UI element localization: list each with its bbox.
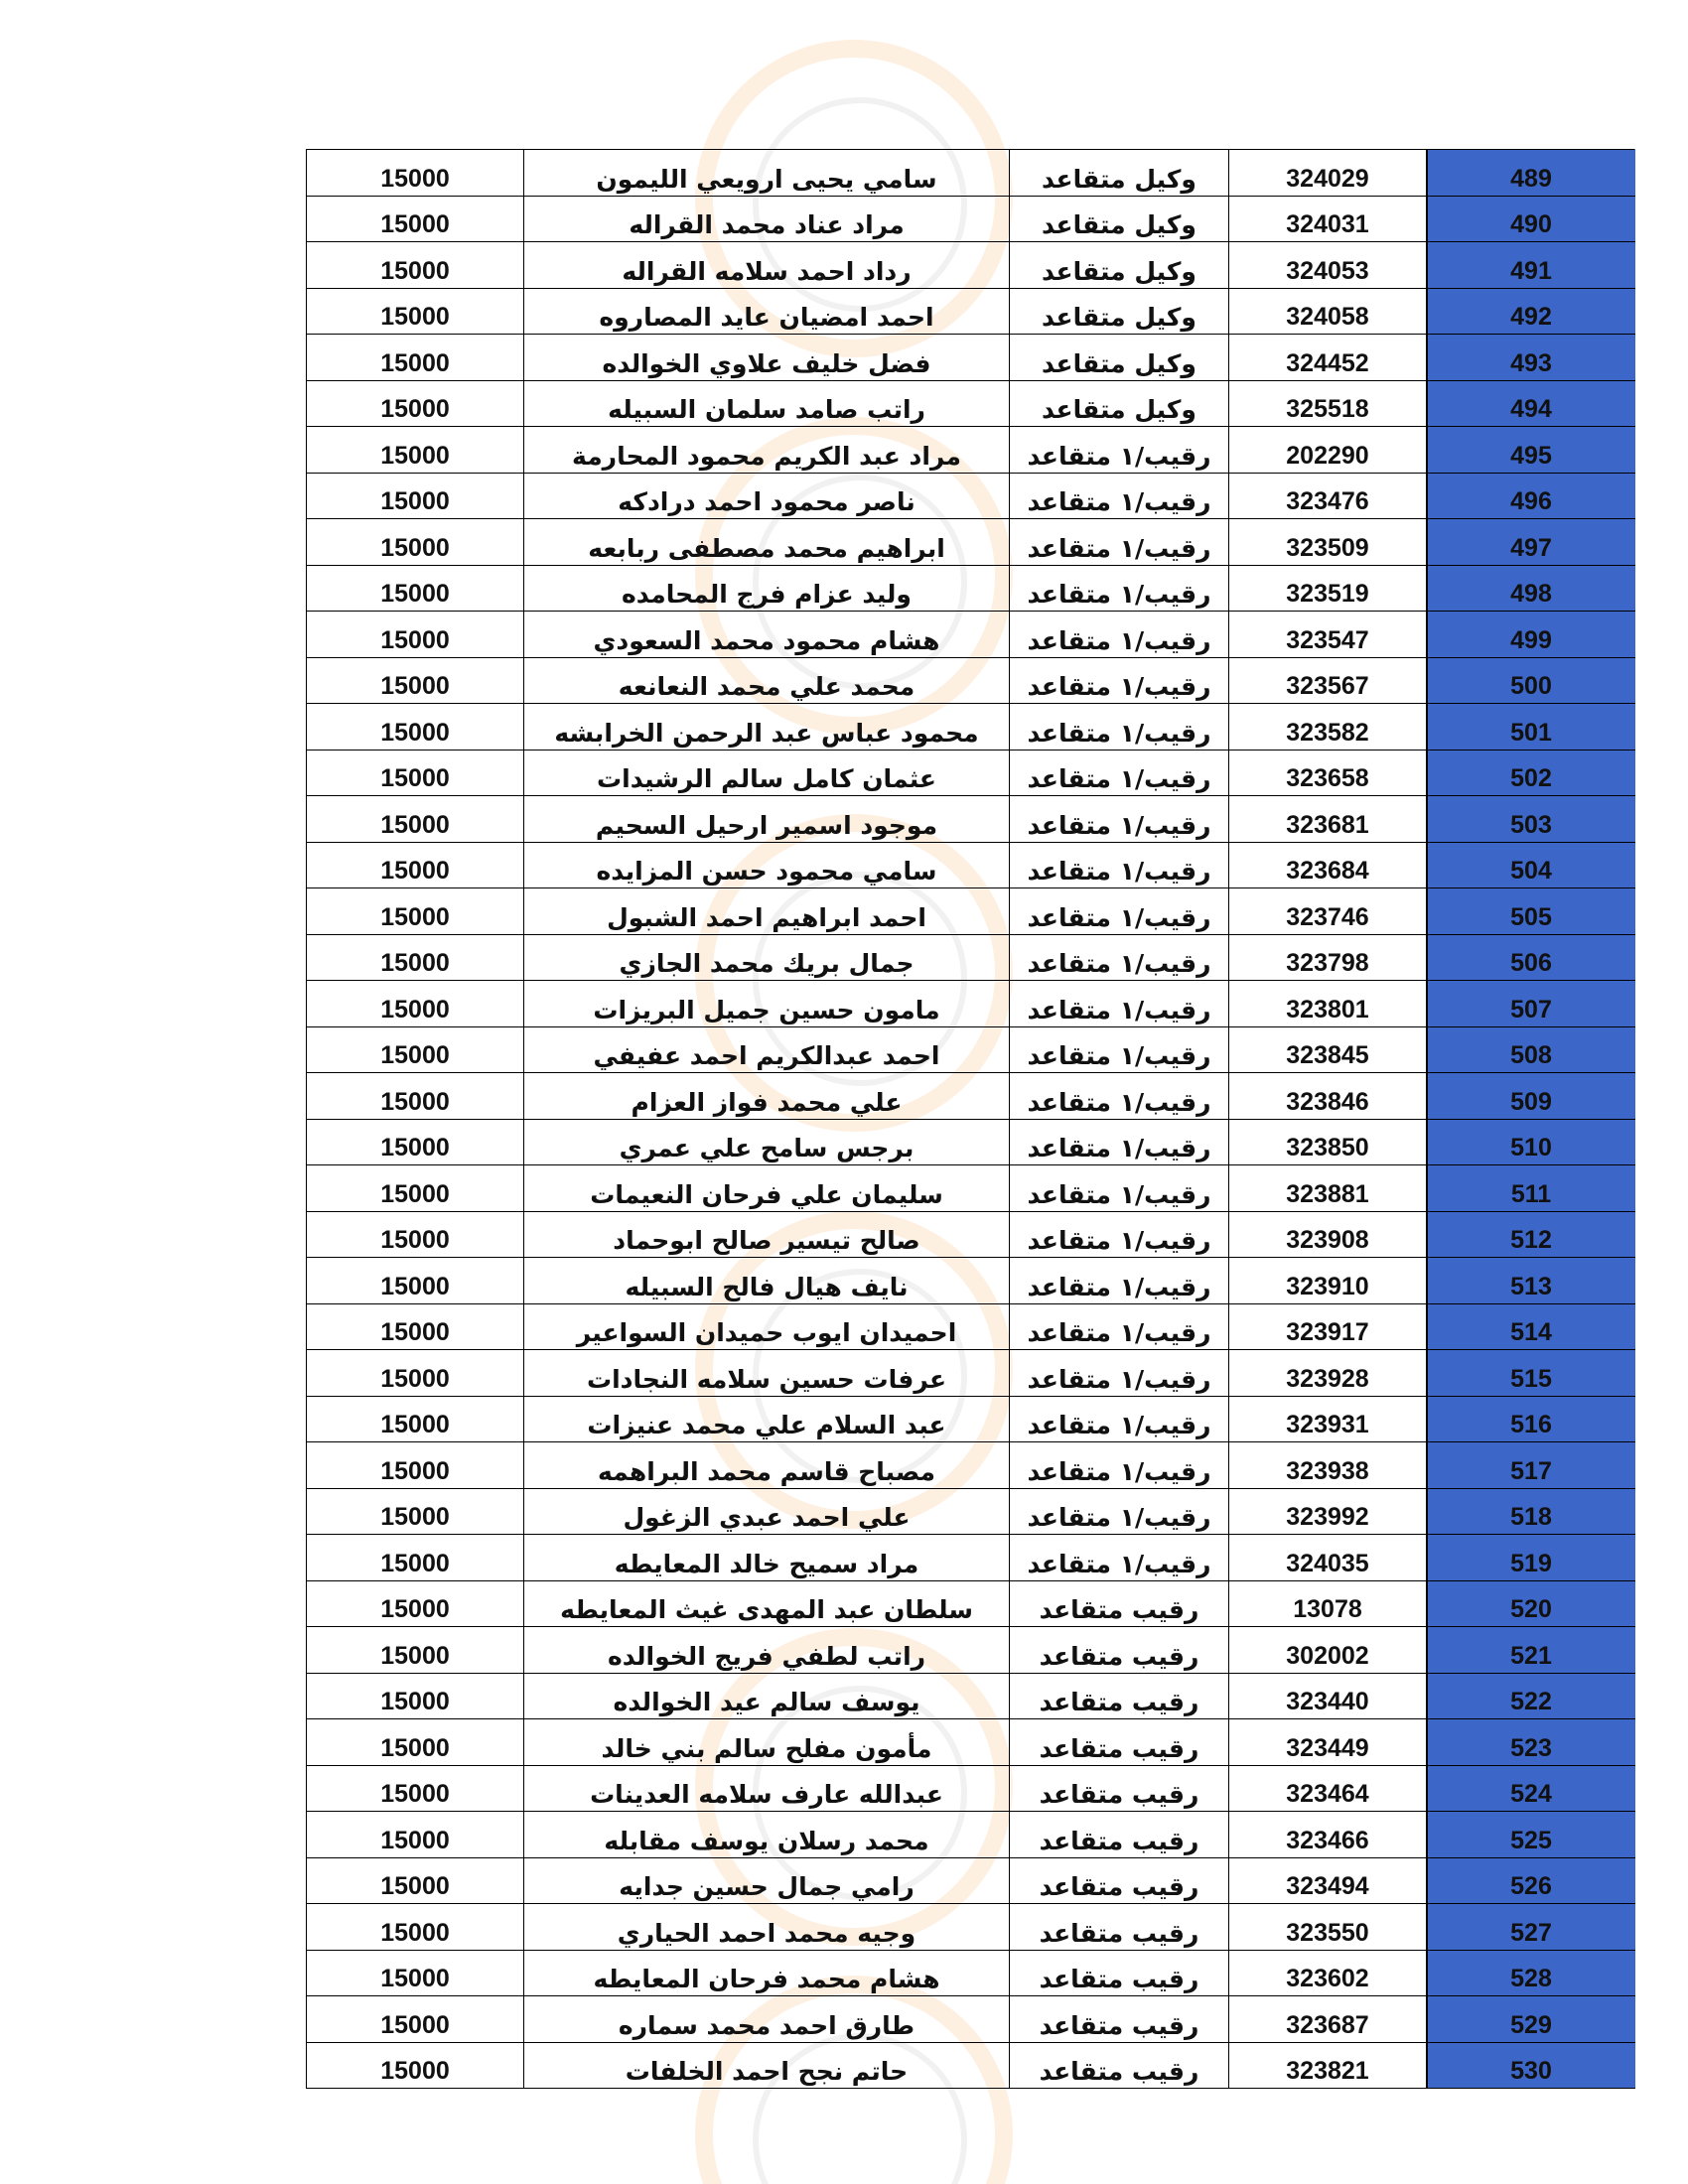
sequence-cell: 512: [1427, 1211, 1635, 1258]
table-row: [307, 981, 1635, 1027]
sequence-cell: 516: [1427, 1396, 1635, 1442]
table-row: [307, 796, 1635, 843]
military-number-cell: 323582: [1229, 704, 1428, 751]
military-number-cell: 324058: [1229, 288, 1428, 335]
amount-cell: 15000: [307, 1073, 524, 1120]
rank-cell: رقيب متقاعد: [1010, 1719, 1229, 1766]
sequence-cell: 491: [1427, 242, 1635, 289]
table-row: [307, 934, 1635, 981]
rank-cell: وكيل متقاعد: [1010, 380, 1229, 427]
table-row: [307, 1488, 1635, 1535]
table-body: [307, 150, 1635, 2089]
name-cell: سامي محمود حسن المزايده: [524, 842, 1010, 888]
table-row: [307, 565, 1635, 612]
amount-cell: 15000: [307, 1627, 524, 1674]
table-row: [307, 473, 1635, 519]
table-row: [307, 704, 1635, 751]
amount-cell: 15000: [307, 657, 524, 704]
rank-cell: وكيل متقاعد: [1010, 335, 1229, 381]
table-row: [307, 1765, 1635, 1812]
sequence-cell: 510: [1427, 1119, 1635, 1165]
sequence-cell: 506: [1427, 934, 1635, 981]
name-cell: ابراهيم محمد مصطفى ربابعه: [524, 519, 1010, 566]
rank-cell: رقيب/١ متقاعد: [1010, 888, 1229, 935]
table-row: [307, 1535, 1635, 1581]
name-cell: وليد عزام فرج المحامده: [524, 565, 1010, 612]
amount-cell: 15000: [307, 796, 524, 843]
sequence-cell: 496: [1427, 473, 1635, 519]
military-number-cell: 323846: [1229, 1073, 1428, 1120]
table-row: [307, 150, 1635, 197]
military-number-cell: 323464: [1229, 1765, 1428, 1812]
sequence-cell: 497: [1427, 519, 1635, 566]
name-cell: احمد ابراهيم احمد الشبول: [524, 888, 1010, 935]
name-cell: سامي يحيى ارويعي الليمون: [524, 150, 1010, 197]
military-number-cell: 323681: [1229, 796, 1428, 843]
table-row: [307, 242, 1635, 289]
rank-cell: رقيب/١ متقاعد: [1010, 1488, 1229, 1535]
sequence-cell: 518: [1427, 1488, 1635, 1535]
rank-cell: رقيب متقاعد: [1010, 1580, 1229, 1627]
table-row: [307, 657, 1635, 704]
rank-cell: رقيب متقاعد: [1010, 1812, 1229, 1858]
rank-cell: رقيب/١ متقاعد: [1010, 1350, 1229, 1397]
amount-cell: 15000: [307, 1857, 524, 1904]
military-number-cell: 323550: [1229, 1904, 1428, 1951]
name-cell: مراد عبد الكريم محمود المحارمة: [524, 427, 1010, 474]
amount-cell: 15000: [307, 1258, 524, 1304]
rank-cell: رقيب/١ متقاعد: [1010, 1073, 1229, 1120]
amount-cell: 15000: [307, 1996, 524, 2043]
name-cell: عرفات حسين سلامه النجادات: [524, 1350, 1010, 1397]
military-number-cell: 323509: [1229, 519, 1428, 566]
table-row: [307, 1165, 1635, 1212]
amount-cell: 15000: [307, 750, 524, 796]
table-row: [307, 1904, 1635, 1951]
military-number-cell: 323931: [1229, 1396, 1428, 1442]
sequence-cell: 490: [1427, 196, 1635, 242]
table-row: [307, 1580, 1635, 1627]
sequence-cell: 528: [1427, 1950, 1635, 1996]
sequence-cell: 505: [1427, 888, 1635, 935]
sequence-cell: 504: [1427, 842, 1635, 888]
rank-cell: رقيب/١ متقاعد: [1010, 704, 1229, 751]
amount-cell: 15000: [307, 981, 524, 1027]
sequence-cell: 517: [1427, 1442, 1635, 1489]
amount-cell: 15000: [307, 934, 524, 981]
name-cell: احمد عبدالكريم احمد عفيفي: [524, 1026, 1010, 1073]
rank-cell: رقيب/١ متقاعد: [1010, 1442, 1229, 1489]
sequence-cell: 514: [1427, 1303, 1635, 1350]
table-row: [307, 1258, 1635, 1304]
military-number-cell: 323850: [1229, 1119, 1428, 1165]
sequence-cell: 515: [1427, 1350, 1635, 1397]
name-cell: محمد علي محمد النعانعه: [524, 657, 1010, 704]
name-cell: سليمان علي فرحان النعيمات: [524, 1165, 1010, 1212]
rank-cell: رقيب/١ متقاعد: [1010, 1026, 1229, 1073]
military-number-cell: 323519: [1229, 565, 1428, 612]
amount-cell: 15000: [307, 288, 524, 335]
military-number-cell: 323881: [1229, 1165, 1428, 1212]
amount-cell: 15000: [307, 427, 524, 474]
rank-cell: رقيب/١ متقاعد: [1010, 1535, 1229, 1581]
military-number-cell: 323801: [1229, 981, 1428, 1027]
sequence-cell: 520: [1427, 1580, 1635, 1627]
rank-cell: وكيل متقاعد: [1010, 288, 1229, 335]
sequence-cell: 503: [1427, 796, 1635, 843]
amount-cell: 15000: [307, 1211, 524, 1258]
table-row: [307, 1673, 1635, 1719]
military-number-cell: 323476: [1229, 473, 1428, 519]
rank-cell: وكيل متقاعد: [1010, 196, 1229, 242]
table-row: [307, 1627, 1635, 1674]
sequence-cell: 527: [1427, 1904, 1635, 1951]
sequence-cell: 525: [1427, 1812, 1635, 1858]
sequence-cell: 513: [1427, 1258, 1635, 1304]
rank-cell: رقيب/١ متقاعد: [1010, 1303, 1229, 1350]
name-cell: مأمون مفلح سالم بني خالد: [524, 1719, 1010, 1766]
table-row: [307, 1812, 1635, 1858]
amount-cell: 15000: [307, 1719, 524, 1766]
name-cell: علي احمد عبدي الزغول: [524, 1488, 1010, 1535]
name-cell: عثمان كامل سالم الرشيدات: [524, 750, 1010, 796]
name-cell: راتب صامد سلمان السبيله: [524, 380, 1010, 427]
amount-cell: 15000: [307, 1488, 524, 1535]
military-number-cell: 324452: [1229, 335, 1428, 381]
rank-cell: رقيب/١ متقاعد: [1010, 1165, 1229, 1212]
rank-cell: وكيل متقاعد: [1010, 150, 1229, 197]
name-cell: راتب لطفي فريج الخوالده: [524, 1627, 1010, 1674]
rank-cell: رقيب متقاعد: [1010, 2042, 1229, 2089]
sequence-cell: 511: [1427, 1165, 1635, 1212]
rank-cell: رقيب/١ متقاعد: [1010, 519, 1229, 566]
military-number-cell: 323917: [1229, 1303, 1428, 1350]
name-cell: يوسف سالم عيد الخوالده: [524, 1673, 1010, 1719]
name-cell: هشام محمد فرحان المعايطه: [524, 1950, 1010, 1996]
name-cell: جمال بريك محمد الجازي: [524, 934, 1010, 981]
table-row: [307, 1211, 1635, 1258]
military-number-cell: 323746: [1229, 888, 1428, 935]
table-row: [307, 888, 1635, 935]
military-number-cell: 323910: [1229, 1258, 1428, 1304]
military-number-cell: 13078: [1229, 1580, 1428, 1627]
sequence-cell: 529: [1427, 1996, 1635, 2043]
name-cell: احمد امضيان عايد المصاروه: [524, 288, 1010, 335]
name-cell: مراد سميح خالد المعايطه: [524, 1535, 1010, 1581]
sequence-cell: 494: [1427, 380, 1635, 427]
rank-cell: رقيب/١ متقاعد: [1010, 612, 1229, 658]
name-cell: هشام محمود محمد السعودي: [524, 612, 1010, 658]
table-row: [307, 335, 1635, 381]
table-row: [307, 750, 1635, 796]
name-cell: نايف هيال فالح السبيله: [524, 1258, 1010, 1304]
name-cell: رامي جمال حسين جدايه: [524, 1857, 1010, 1904]
sequence-cell: 499: [1427, 612, 1635, 658]
military-number-cell: 323658: [1229, 750, 1428, 796]
military-number-cell: 324031: [1229, 196, 1428, 242]
table-row: [307, 196, 1635, 242]
military-number-cell: 323684: [1229, 842, 1428, 888]
amount-cell: 15000: [307, 519, 524, 566]
name-cell: عبدالله عارف سلامه العدينات: [524, 1765, 1010, 1812]
amount-cell: 15000: [307, 380, 524, 427]
name-cell: برجس سامح علي عمري: [524, 1119, 1010, 1165]
table-row: [307, 1073, 1635, 1120]
military-number-cell: 323687: [1229, 1996, 1428, 2043]
military-number-cell: 323440: [1229, 1673, 1428, 1719]
sequence-cell: 489: [1427, 150, 1635, 197]
name-cell: مصباح قاسم محمد البراهمه: [524, 1442, 1010, 1489]
amount-cell: 15000: [307, 1765, 524, 1812]
rank-cell: رقيب متقاعد: [1010, 1857, 1229, 1904]
sequence-cell: 502: [1427, 750, 1635, 796]
amount-cell: 15000: [307, 1026, 524, 1073]
table-row: [307, 519, 1635, 566]
table-row: [307, 1026, 1635, 1073]
rank-cell: رقيب متقاعد: [1010, 1673, 1229, 1719]
amount-cell: 15000: [307, 242, 524, 289]
military-number-cell: 323938: [1229, 1442, 1428, 1489]
amount-cell: 15000: [307, 565, 524, 612]
amount-cell: 15000: [307, 1950, 524, 1996]
military-number-cell: 302002: [1229, 1627, 1428, 1674]
rank-cell: رقيب/١ متقاعد: [1010, 842, 1229, 888]
rank-cell: رقيب/١ متقاعد: [1010, 981, 1229, 1027]
rank-cell: رقيب/١ متقاعد: [1010, 657, 1229, 704]
name-cell: محمد رسلان يوسف مقابله: [524, 1812, 1010, 1858]
sequence-cell: 508: [1427, 1026, 1635, 1073]
rank-cell: رقيب/١ متقاعد: [1010, 427, 1229, 474]
amount-cell: 15000: [307, 1673, 524, 1719]
amount-cell: 15000: [307, 842, 524, 888]
name-cell: عبد السلام علي محمد عنيزات: [524, 1396, 1010, 1442]
amount-cell: 15000: [307, 1812, 524, 1858]
amount-cell: 15000: [307, 1535, 524, 1581]
rank-cell: رقيب متقاعد: [1010, 1950, 1229, 1996]
amount-cell: 15000: [307, 1350, 524, 1397]
table-row: [307, 288, 1635, 335]
name-cell: طارق احمد محمد سماره: [524, 1996, 1010, 2043]
rank-cell: رقيب/١ متقاعد: [1010, 750, 1229, 796]
table-row: [307, 1857, 1635, 1904]
military-number-cell: 323567: [1229, 657, 1428, 704]
rank-cell: رقيب متقاعد: [1010, 1904, 1229, 1951]
name-cell: موجود اسمير ارحيل السحيم: [524, 796, 1010, 843]
amount-cell: 15000: [307, 150, 524, 197]
military-number-cell: 323798: [1229, 934, 1428, 981]
rank-cell: رقيب/١ متقاعد: [1010, 1258, 1229, 1304]
name-cell: فضل خليف علاوي الخوالده: [524, 335, 1010, 381]
sequence-cell: 509: [1427, 1073, 1635, 1120]
sequence-cell: 522: [1427, 1673, 1635, 1719]
table-row: [307, 2042, 1635, 2089]
table-row: [307, 1350, 1635, 1397]
amount-cell: 15000: [307, 196, 524, 242]
rank-cell: رقيب/١ متقاعد: [1010, 565, 1229, 612]
table-row: [307, 842, 1635, 888]
military-number-cell: 323494: [1229, 1857, 1428, 1904]
sequence-cell: 521: [1427, 1627, 1635, 1674]
amount-cell: 15000: [307, 1904, 524, 1951]
name-cell: صالح تيسير صالح ابوحماد: [524, 1211, 1010, 1258]
table-row: [307, 612, 1635, 658]
military-number-cell: 323845: [1229, 1026, 1428, 1073]
table-row: [307, 1396, 1635, 1442]
amount-cell: 15000: [307, 335, 524, 381]
amount-cell: 15000: [307, 612, 524, 658]
amount-cell: 15000: [307, 1396, 524, 1442]
name-cell: حاتم نجح احمد الخلفات: [524, 2042, 1010, 2089]
military-number-cell: 324035: [1229, 1535, 1428, 1581]
military-number-cell: 324029: [1229, 150, 1428, 197]
military-number-cell: 323449: [1229, 1719, 1428, 1766]
table-row: [307, 1950, 1635, 1996]
name-cell: سلطان عبد المهدى غيث المعايطه: [524, 1580, 1010, 1627]
amount-cell: 15000: [307, 888, 524, 935]
name-cell: علي محمد فواز العزام: [524, 1073, 1010, 1120]
military-number-cell: 323928: [1229, 1350, 1428, 1397]
sequence-cell: 526: [1427, 1857, 1635, 1904]
name-cell: وجيه محمد احمد الحياري: [524, 1904, 1010, 1951]
military-number-cell: 323821: [1229, 2042, 1428, 2089]
sequence-cell: 507: [1427, 981, 1635, 1027]
sequence-cell: 523: [1427, 1719, 1635, 1766]
amount-cell: 15000: [307, 1303, 524, 1350]
military-number-cell: 323908: [1229, 1211, 1428, 1258]
sequence-cell: 495: [1427, 427, 1635, 474]
sequence-cell: 498: [1427, 565, 1635, 612]
military-number-cell: 323466: [1229, 1812, 1428, 1858]
amount-cell: 15000: [307, 473, 524, 519]
name-cell: احميدان ايوب حميدان السواعير: [524, 1303, 1010, 1350]
table-row: [307, 1719, 1635, 1766]
rank-cell: رقيب/١ متقاعد: [1010, 796, 1229, 843]
military-number-cell: 323547: [1229, 612, 1428, 658]
rank-cell: وكيل متقاعد: [1010, 242, 1229, 289]
military-number-cell: 323602: [1229, 1950, 1428, 1996]
name-cell: مراد عناد محمد القراله: [524, 196, 1010, 242]
military-number-cell: 202290: [1229, 427, 1428, 474]
name-cell: رداد احمد سلامه القراله: [524, 242, 1010, 289]
rank-cell: رقيب/١ متقاعد: [1010, 1211, 1229, 1258]
sequence-cell: 519: [1427, 1535, 1635, 1581]
rank-cell: رقيب متقاعد: [1010, 1996, 1229, 2043]
rank-cell: رقيب متقاعد: [1010, 1627, 1229, 1674]
table-row: [307, 1996, 1635, 2043]
amount-cell: 15000: [307, 704, 524, 751]
rank-cell: رقيب/١ متقاعد: [1010, 473, 1229, 519]
military-number-cell: 324053: [1229, 242, 1428, 289]
sequence-cell: 493: [1427, 335, 1635, 381]
rank-cell: رقيب/١ متقاعد: [1010, 934, 1229, 981]
sequence-cell: 530: [1427, 2042, 1635, 2089]
rank-cell: رقيب متقاعد: [1010, 1765, 1229, 1812]
table-row: [307, 427, 1635, 474]
table-row: [307, 1442, 1635, 1489]
name-cell: مامون حسين جميل البريزات: [524, 981, 1010, 1027]
sequence-cell: 500: [1427, 657, 1635, 704]
amount-cell: 15000: [307, 1165, 524, 1212]
rank-cell: رقيب/١ متقاعد: [1010, 1396, 1229, 1442]
amount-cell: 15000: [307, 1442, 524, 1489]
name-cell: محمود عباس عبد الرحمن الخرابشه: [524, 704, 1010, 751]
table-row: [307, 1303, 1635, 1350]
military-number-cell: 325518: [1229, 380, 1428, 427]
name-cell: ناصر محمود احمد درادكه: [524, 473, 1010, 519]
rank-cell: رقيب/١ متقاعد: [1010, 1119, 1229, 1165]
amount-cell: 15000: [307, 1580, 524, 1627]
military-number-cell: 323992: [1229, 1488, 1428, 1535]
table-row: [307, 1119, 1635, 1165]
retirees-table: [306, 149, 1635, 2089]
table-row: [307, 380, 1635, 427]
sequence-cell: 492: [1427, 288, 1635, 335]
sequence-cell: 524: [1427, 1765, 1635, 1812]
amount-cell: 15000: [307, 2042, 524, 2089]
amount-cell: 15000: [307, 1119, 524, 1165]
sequence-cell: 501: [1427, 704, 1635, 751]
